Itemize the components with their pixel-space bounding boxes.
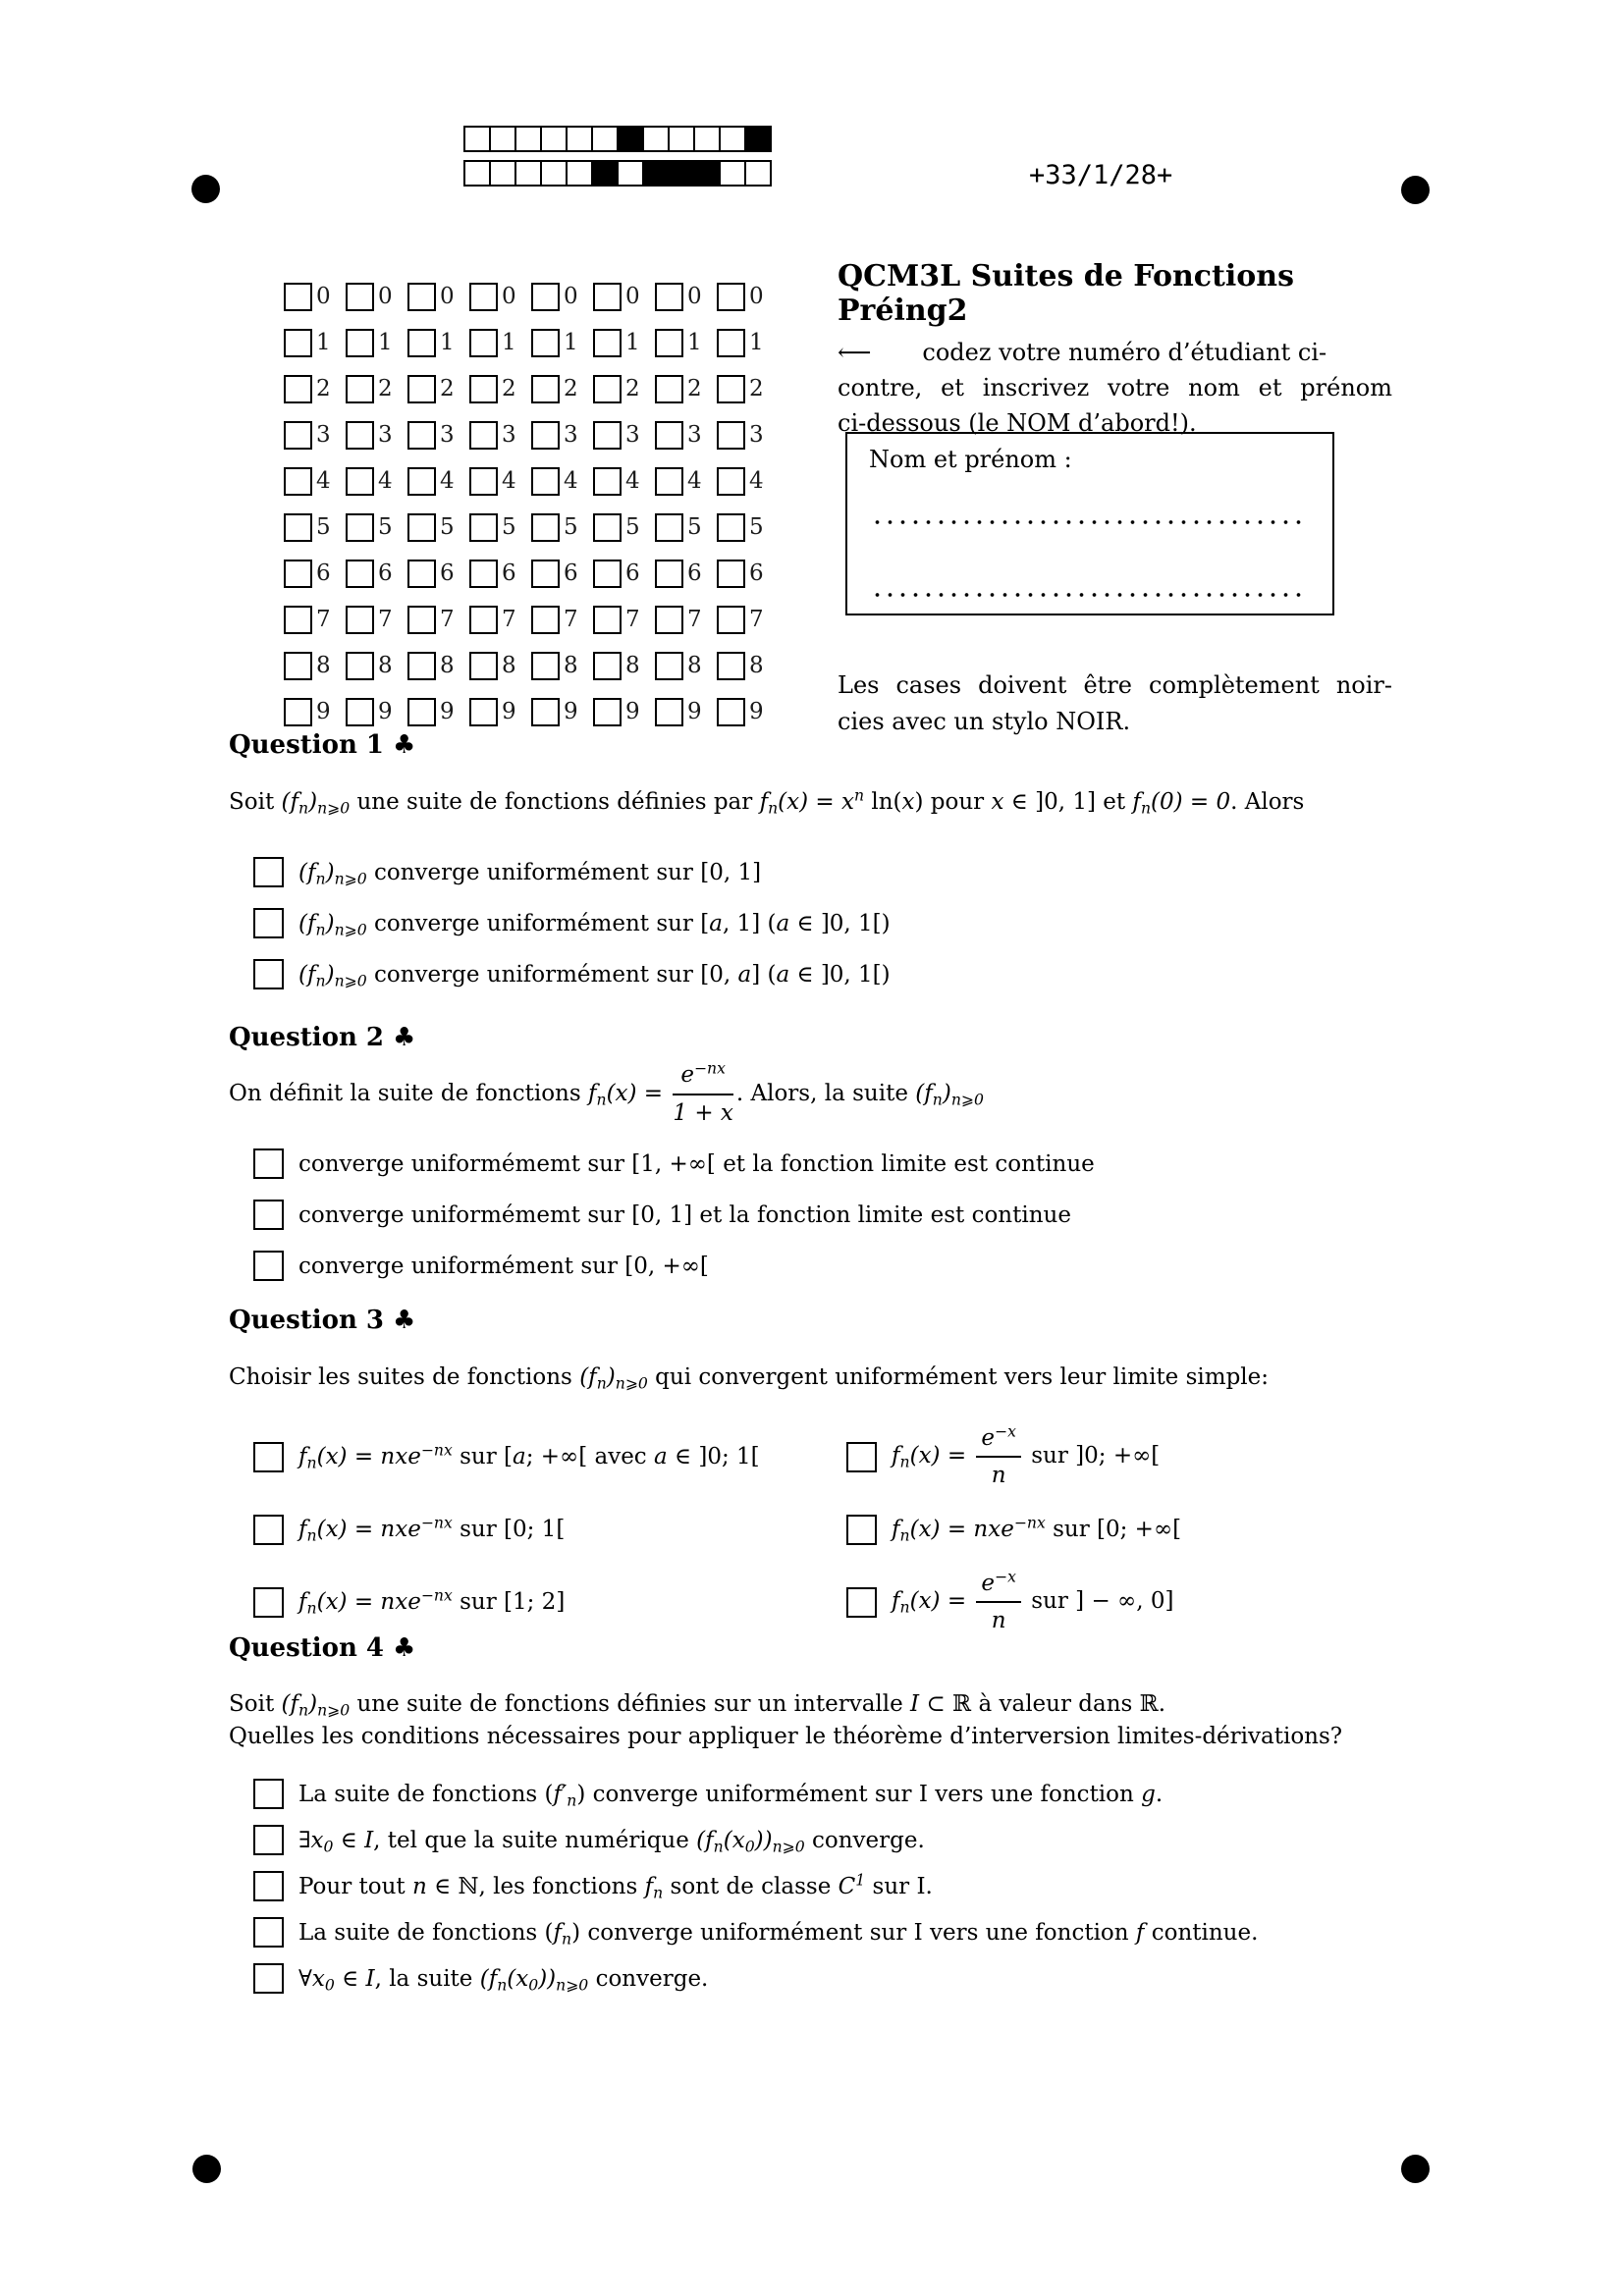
option-text: $\exists x_0$ ∈ I, tel que la suite numérique $(f_n(x_0))_{n⩾0}$ converge. [298, 1827, 925, 1856]
digit-label: 4 [378, 468, 393, 494]
student-digit-checkbox[interactable] [407, 421, 436, 450]
blackout-note-line: Les cases doivent être complètement noir- [838, 671, 1392, 699]
student-digit-checkbox[interactable] [717, 560, 745, 588]
student-digit-checkbox[interactable] [469, 606, 498, 634]
barcode-cell [617, 126, 644, 152]
question-section-4 [229, 1631, 1461, 2009]
digit-label: 6 [564, 561, 578, 586]
digit-label: 6 [687, 561, 702, 586]
student-digit-checkbox[interactable] [531, 329, 560, 357]
digit-label: 7 [378, 607, 393, 632]
student-digit-checkbox[interactable] [593, 467, 622, 496]
digit-label: 2 [316, 376, 331, 401]
options-column-left [253, 1420, 846, 1638]
digit-label: 3 [625, 422, 640, 448]
blackout-note-line: cies avec un stylo NOIR. [838, 708, 1131, 735]
club-suit-icon: ♣ [393, 1633, 416, 1663]
barcode-cell [489, 126, 516, 152]
name-input-line[interactable] [871, 593, 1309, 597]
digit-label: 1 [564, 330, 578, 355]
digit-label: 2 [625, 376, 640, 401]
answer-checkbox[interactable] [253, 1779, 284, 1809]
digit-label: 6 [749, 561, 764, 586]
student-digit-checkbox[interactable] [407, 560, 436, 588]
student-digit-checkbox[interactable] [655, 375, 683, 403]
digit-label: 2 [749, 376, 764, 401]
option-text: $(f_n)_{n⩾0}$ converge uniformément sur [0, a] (a ∈ ]0, 1[) [298, 961, 891, 990]
digit-label: 6 [502, 561, 516, 586]
sheet-code: +33/1/28+ [1029, 160, 1173, 190]
digit-label: 9 [316, 699, 331, 724]
digit-label: 0 [564, 284, 578, 309]
question-heading: Question 1 ♣ [229, 730, 416, 760]
barcode-row [463, 160, 772, 187]
digit-label: 0 [378, 284, 393, 309]
student-digit-checkbox[interactable] [717, 421, 745, 450]
option-row [253, 1148, 1461, 1179]
answer-checkbox[interactable] [253, 857, 284, 887]
option-text: $f_n(x) = nxe^{-nx}$ sur [a; +∞[ avec a ∈ ]0; 1[ [298, 1440, 760, 1472]
digit-label: 3 [687, 422, 702, 448]
student-digit-checkbox[interactable] [469, 283, 498, 311]
student-digit-checkbox[interactable] [593, 421, 622, 450]
question-intro [229, 1688, 1461, 1753]
question-intro: Choisir les suites de fonctions $(f_n)_{n⩾0}$ qui convergent uniformément vers leur limite simple: [229, 1364, 1270, 1393]
student-digit-checkbox[interactable] [284, 513, 312, 542]
digit-label: 7 [749, 607, 764, 632]
student-digit-checkbox[interactable] [407, 467, 436, 496]
student-digit-checkbox[interactable] [407, 652, 436, 680]
student-digit-checkbox[interactable] [717, 513, 745, 542]
student-digit-checkbox[interactable] [593, 329, 622, 357]
barcode-cell [591, 160, 619, 187]
digit-label: 1 [316, 330, 331, 355]
barcode-cell [744, 160, 772, 187]
digit-label: 8 [378, 653, 393, 678]
student-digit-checkbox[interactable] [655, 283, 683, 311]
student-digit-checkbox[interactable] [469, 467, 498, 496]
student-digit-checkbox[interactable] [284, 283, 312, 311]
student-number-row [284, 698, 779, 726]
club-suit-icon: ♣ [393, 1306, 416, 1335]
student-digit-checkbox[interactable] [717, 375, 745, 403]
student-number-row [284, 375, 779, 403]
digit-label: 3 [564, 422, 578, 448]
barcode-cell [617, 160, 644, 187]
option-text: converge uniformémemt sur [1, +∞[ et la fonction limite est continue [298, 1150, 1095, 1177]
student-digit-checkbox[interactable] [593, 698, 622, 726]
student-digit-checkbox[interactable] [717, 283, 745, 311]
student-digit-checkbox[interactable] [531, 283, 560, 311]
digit-label: 6 [625, 561, 640, 586]
student-digit-checkbox[interactable] [717, 329, 745, 357]
instructions [838, 335, 1392, 441]
option-text: $f_n(x)$ = $\frac{e^{-x}}{n}$ sur ] − ∞, 0] [892, 1567, 1174, 1633]
student-digit-checkbox[interactable] [593, 283, 622, 311]
registration-dot [191, 175, 220, 203]
student-digit-checkbox[interactable] [284, 560, 312, 588]
digit-label: 8 [564, 653, 578, 678]
digit-label: 1 [378, 330, 393, 355]
digit-label: 9 [564, 699, 578, 724]
digit-label: 2 [564, 376, 578, 401]
answer-checkbox[interactable] [253, 1200, 284, 1230]
student-digit-checkbox[interactable] [593, 560, 622, 588]
digit-label: 0 [502, 284, 516, 309]
student-digit-checkbox[interactable] [346, 513, 374, 542]
digit-label: 7 [687, 607, 702, 632]
student-digit-checkbox[interactable] [407, 283, 436, 311]
answer-checkbox[interactable] [253, 1825, 284, 1855]
digit-label: 8 [502, 653, 516, 678]
student-digit-checkbox[interactable] [531, 421, 560, 450]
digit-label: 1 [749, 330, 764, 355]
option-row [846, 1566, 1461, 1638]
barcode [463, 126, 772, 194]
barcode-cell [719, 126, 746, 152]
student-digit-checkbox[interactable] [284, 698, 312, 726]
digit-label: 5 [687, 514, 702, 540]
student-digit-checkbox[interactable] [655, 606, 683, 634]
student-digit-checkbox[interactable] [469, 560, 498, 588]
student-digit-checkbox[interactable] [655, 421, 683, 450]
digit-label: 4 [316, 468, 331, 494]
option-row [846, 1420, 1461, 1493]
student-number-row [284, 421, 779, 450]
option-text: converge uniformémemt sur [0, 1] et la fonction limite est continue [298, 1201, 1071, 1228]
digit-label: 5 [564, 514, 578, 540]
student-number-row [284, 606, 779, 634]
digit-label: 2 [378, 376, 393, 401]
student-digit-checkbox[interactable] [531, 375, 560, 403]
options-list [229, 1148, 1461, 1281]
option-text: $\forall x_0$ ∈ I, la suite $(f_n(x_0))_{n⩾0}$ converge. [298, 1965, 709, 1995]
student-digit-checkbox[interactable] [717, 606, 745, 634]
answer-checkbox[interactable] [253, 1442, 284, 1472]
digit-label: 7 [564, 607, 578, 632]
student-digit-checkbox[interactable] [655, 513, 683, 542]
name-input-line[interactable] [871, 520, 1309, 524]
answer-checkbox[interactable] [253, 1148, 284, 1179]
digit-label: 0 [625, 284, 640, 309]
name-box-label: Nom et prénom : [869, 446, 1072, 473]
instructions-text: codez votre numéro d’étudiant ci- [922, 339, 1327, 366]
barcode-cell [566, 126, 593, 152]
option-row [253, 1493, 846, 1566]
answer-checkbox[interactable] [253, 959, 284, 989]
answer-checkbox[interactable] [846, 1515, 877, 1545]
student-digit-checkbox[interactable] [593, 652, 622, 680]
option-row [253, 1251, 1461, 1281]
option-row [846, 1493, 1461, 1566]
student-number-row [284, 652, 779, 680]
digit-label: 5 [625, 514, 640, 540]
question-intro-line: Soit $(f_n)_{n⩾0}$ une suite de fonctions définies sur un intervalle I ⊂ ℝ à valeur dans ℝ. [229, 1691, 1166, 1720]
instructions-line: ci-dessous (le NOM d’abord!). [838, 409, 1197, 437]
digit-label: 3 [749, 422, 764, 448]
instructions-line [838, 335, 1392, 370]
digit-label: 9 [749, 699, 764, 724]
barcode-cell [668, 160, 695, 187]
student-number-row [284, 467, 779, 496]
digit-label: 8 [687, 653, 702, 678]
question-heading: Question 4 ♣ [229, 1633, 416, 1663]
student-digit-checkbox[interactable] [717, 698, 745, 726]
answer-checkbox[interactable] [253, 1871, 284, 1901]
digit-label: 7 [502, 607, 516, 632]
club-suit-icon: ♣ [393, 730, 416, 760]
student-digit-checkbox[interactable] [346, 560, 374, 588]
student-digit-checkbox[interactable] [593, 513, 622, 542]
option-row [253, 908, 1461, 938]
digit-label: 6 [316, 561, 331, 586]
question-section-1 [229, 728, 1461, 1010]
barcode-cell [719, 160, 746, 187]
student-digit-checkbox[interactable] [655, 329, 683, 357]
option-row [253, 1963, 1461, 1994]
digit-label: 9 [378, 699, 393, 724]
student-number-row [284, 513, 779, 542]
barcode-cell [540, 160, 568, 187]
options-list [229, 857, 1461, 989]
digit-label: 2 [687, 376, 702, 401]
barcode-cell [463, 126, 491, 152]
answer-checkbox[interactable] [253, 1251, 284, 1281]
registration-dot [192, 2155, 221, 2183]
option-text: $f_n(x) = nxe^{-nx}$ sur [1; 2] [298, 1585, 566, 1618]
digit-label: 8 [440, 653, 455, 678]
digit-label: 1 [625, 330, 640, 355]
digit-label: 4 [687, 468, 702, 494]
student-digit-checkbox[interactable] [346, 283, 374, 311]
options-list [229, 1779, 1461, 1994]
registration-dot [1401, 176, 1430, 204]
digit-label: 9 [687, 699, 702, 724]
exam-title: QCM3L Suites de Fonctions Préing2 [838, 259, 1294, 328]
student-digit-checkbox[interactable] [284, 421, 312, 450]
digit-label: 8 [749, 653, 764, 678]
option-text: $f_n(x)$ = $\frac{e^{-x}}{n}$ sur ]0; +∞[ [892, 1421, 1161, 1488]
digit-label: 3 [502, 422, 516, 448]
student-digit-checkbox[interactable] [407, 329, 436, 357]
answer-checkbox[interactable] [253, 1587, 284, 1618]
digit-label: 4 [564, 468, 578, 494]
question-heading: Question 2 ♣ [229, 1023, 416, 1052]
barcode-cell [591, 126, 619, 152]
digit-label: 4 [440, 468, 455, 494]
question-intro: On définit la suite de fonctions $f_n(x)$ = $\frac{e^{-nx}}{1 + x}$ . Alors, la suite $(f_n)_{n⩾0}$ [229, 1058, 984, 1126]
option-text: $f_n(x) = nxe^{-nx}$ sur [0; 1[ [298, 1513, 566, 1545]
option-row [253, 1825, 1461, 1855]
club-suit-icon: ♣ [393, 1023, 416, 1052]
digit-label: 8 [316, 653, 331, 678]
barcode-cell [566, 160, 593, 187]
digit-label: 6 [440, 561, 455, 586]
student-digit-checkbox[interactable] [593, 375, 622, 403]
answer-checkbox[interactable] [253, 1963, 284, 1994]
question-heading: Question 3 ♣ [229, 1306, 416, 1335]
student-digit-checkbox[interactable] [284, 467, 312, 496]
digit-label: 4 [502, 468, 516, 494]
student-digit-checkbox[interactable] [655, 560, 683, 588]
digit-label: 9 [625, 699, 640, 724]
digit-label: 7 [440, 607, 455, 632]
option-row [253, 1917, 1461, 1948]
digit-label: 5 [502, 514, 516, 540]
digit-label: 8 [625, 653, 640, 678]
student-digit-checkbox[interactable] [407, 606, 436, 634]
student-number-grid [284, 283, 779, 744]
options-column-right [846, 1420, 1461, 1638]
digit-label: 1 [502, 330, 516, 355]
student-digit-checkbox[interactable] [284, 375, 312, 403]
student-digit-checkbox[interactable] [284, 606, 312, 634]
student-digit-checkbox[interactable] [531, 652, 560, 680]
student-digit-checkbox[interactable] [407, 513, 436, 542]
question-intro-line: Quelles les conditions nécessaires pour appliquer le théorème d’interversion limites-dérivations? [229, 1724, 1343, 1749]
option-row [253, 1566, 846, 1638]
student-number-row [284, 283, 779, 311]
barcode-cell [514, 126, 542, 152]
barcode-cell [489, 160, 516, 187]
barcode-cell [540, 126, 568, 152]
registration-dot [1401, 2155, 1430, 2183]
option-text: $(f_n)_{n⩾0}$ converge uniformément sur [a, 1] (a ∈ ]0, 1[) [298, 910, 891, 939]
student-digit-checkbox[interactable] [346, 606, 374, 634]
digit-label: 5 [316, 514, 331, 540]
digit-label: 9 [440, 699, 455, 724]
student-digit-checkbox[interactable] [469, 652, 498, 680]
question-section-2 [229, 1021, 1461, 1302]
student-digit-checkbox[interactable] [655, 698, 683, 726]
digit-label: 1 [440, 330, 455, 355]
student-digit-checkbox[interactable] [717, 467, 745, 496]
option-row [253, 1200, 1461, 1230]
digit-label: 5 [440, 514, 455, 540]
answer-checkbox[interactable] [253, 1515, 284, 1545]
barcode-cell [463, 160, 491, 187]
student-digit-checkbox[interactable] [469, 375, 498, 403]
student-digit-checkbox[interactable] [469, 421, 498, 450]
student-digit-checkbox[interactable] [531, 606, 560, 634]
option-row [253, 1779, 1461, 1809]
option-row [253, 857, 1461, 887]
answer-checkbox[interactable] [846, 1442, 877, 1472]
option-text: $(f_n)_{n⩾0}$ converge uniformément sur [0, 1] [298, 859, 762, 888]
student-number-row [284, 329, 779, 357]
option-row [253, 1420, 846, 1493]
student-digit-checkbox[interactable] [531, 698, 560, 726]
barcode-cell [668, 126, 695, 152]
answer-checkbox[interactable] [253, 1917, 284, 1948]
student-digit-checkbox[interactable] [717, 652, 745, 680]
digit-label: 7 [625, 607, 640, 632]
barcode-cell [744, 126, 772, 152]
option-text: converge uniformément sur [0, +∞[ [298, 1253, 709, 1279]
option-text: $f_n(x) = nxe^{-nx}$ sur [0; +∞[ [892, 1513, 1182, 1545]
digit-label: 2 [440, 376, 455, 401]
digit-label: 1 [687, 330, 702, 355]
digit-label: 3 [378, 422, 393, 448]
option-row [253, 1871, 1461, 1901]
left-arrow-icon: ⟵ [838, 339, 872, 366]
options-columns [253, 1420, 1461, 1638]
barcode-cell [693, 160, 721, 187]
student-digit-checkbox[interactable] [531, 513, 560, 542]
digit-label: 0 [440, 284, 455, 309]
student-digit-checkbox[interactable] [469, 513, 498, 542]
question-intro: Soit $(f_n)_{n⩾0}$ une suite de fonctions définies par $f_n(x) = x^n$ ln(x) pour x ∈ ]0, 1] et $f_n(0) = 0$. Alors [229, 785, 1305, 818]
digit-label: 0 [749, 284, 764, 309]
student-digit-checkbox[interactable] [346, 467, 374, 496]
digit-label: 5 [378, 514, 393, 540]
student-digit-checkbox[interactable] [655, 467, 683, 496]
student-digit-checkbox[interactable] [407, 375, 436, 403]
name-box [845, 432, 1334, 615]
student-digit-checkbox[interactable] [407, 698, 436, 726]
barcode-row [463, 126, 772, 152]
student-digit-checkbox[interactable] [469, 329, 498, 357]
question-section-3 [229, 1304, 1461, 1638]
digit-label: 2 [502, 376, 516, 401]
digit-label: 0 [316, 284, 331, 309]
answer-checkbox[interactable] [846, 1587, 877, 1618]
digit-label: 4 [749, 468, 764, 494]
student-number-row [284, 560, 779, 588]
barcode-cell [514, 160, 542, 187]
digit-label: 3 [316, 422, 331, 448]
option-text: La suite de fonctions $(f'_n)$ converge uniformément sur I vers une fonction g. [298, 1781, 1164, 1810]
barcode-cell [642, 160, 670, 187]
digit-label: 4 [625, 468, 640, 494]
digit-label: 3 [440, 422, 455, 448]
student-digit-checkbox[interactable] [346, 698, 374, 726]
student-digit-checkbox[interactable] [346, 375, 374, 403]
student-digit-checkbox[interactable] [469, 698, 498, 726]
student-digit-checkbox[interactable] [284, 652, 312, 680]
student-digit-checkbox[interactable] [346, 329, 374, 357]
student-digit-checkbox[interactable] [531, 467, 560, 496]
student-digit-checkbox[interactable] [284, 329, 312, 357]
instructions-line: contre, et inscrivez votre nom et prénom [838, 374, 1392, 401]
barcode-cell [693, 126, 721, 152]
student-digit-checkbox[interactable] [593, 606, 622, 634]
student-digit-checkbox[interactable] [346, 421, 374, 450]
student-digit-checkbox[interactable] [346, 652, 374, 680]
option-text: La suite de fonctions $(f_n)$ converge uniformément sur I vers une fonction f continue. [298, 1919, 1259, 1949]
digit-label: 6 [378, 561, 393, 586]
barcode-cell [642, 126, 670, 152]
answer-checkbox[interactable] [253, 908, 284, 938]
option-row [253, 959, 1461, 989]
student-digit-checkbox[interactable] [655, 652, 683, 680]
digit-label: 7 [316, 607, 331, 632]
digit-label: 0 [687, 284, 702, 309]
digit-label: 5 [749, 514, 764, 540]
student-digit-checkbox[interactable] [531, 560, 560, 588]
digit-label: 9 [502, 699, 516, 724]
option-text: Pour tout n ∈ ℕ, les fonctions $f_n$ sont de classe $C^1$ sur I. [298, 1869, 933, 1902]
